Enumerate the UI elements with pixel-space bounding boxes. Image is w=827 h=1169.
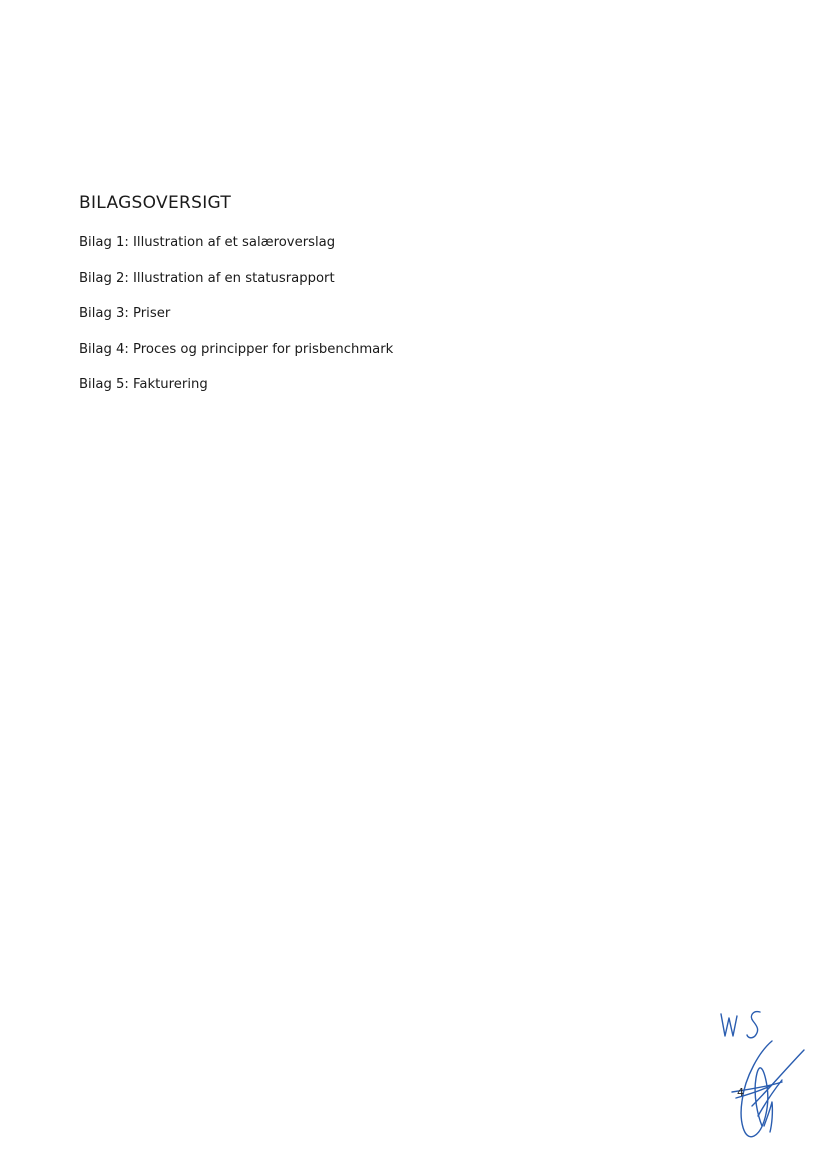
page-title: BILAGSOVERSIGT — [79, 193, 232, 213]
page-number: 4 — [737, 1086, 744, 1099]
appendix-item-5: Bilag 5: Fakturering — [79, 377, 208, 392]
appendix-item-3: Bilag 3: Priser — [79, 306, 171, 321]
appendix-list — [79, 234, 393, 412]
handwritten-signature — [712, 1006, 812, 1151]
appendix-item-2: Bilag 2: Illustration af en statusrapport — [79, 270, 335, 286]
appendix-item-1: Bilag 1: Illustration af et salæroverslag — [79, 235, 336, 250]
appendix-item-4: Bilag 4: Proces og principper for prisbenchmark — [79, 341, 394, 357]
